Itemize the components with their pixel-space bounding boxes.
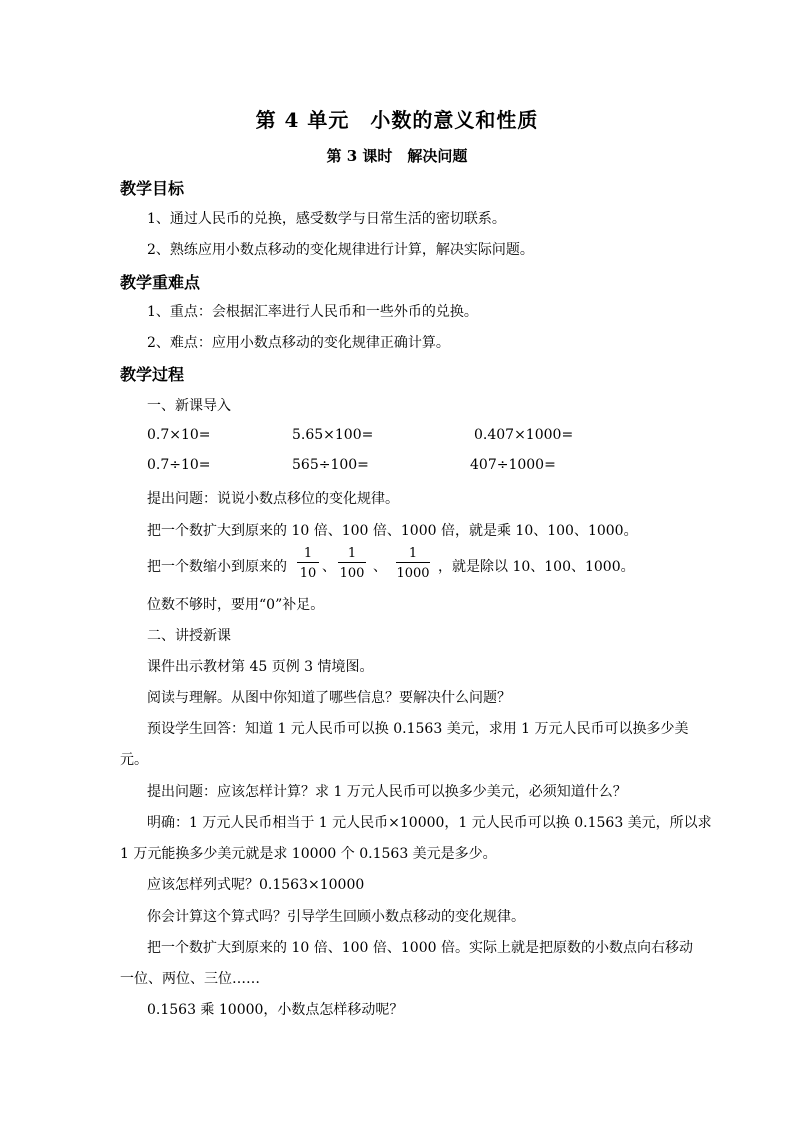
fraction <box>297 546 319 582</box>
process-heading: 教学过程 <box>120 365 185 384</box>
fraction <box>396 546 430 582</box>
fraction-bar <box>338 562 366 563</box>
paragraph: 把一个数扩大到原来的 10 倍、100 倍、1000 倍，就是乘 10、100、1000。 <box>147 523 638 539</box>
calc-expression: 565÷100= <box>292 457 369 473</box>
paragraph: 预设学生回答：知道 1 元人民币可以换 0.1563 美元，求用 1 万元人民币可以换多少美 <box>147 721 689 737</box>
paragraph: 位数不够时，要用“0”补足。 <box>147 597 325 613</box>
keypoint-item: 2、难点：应用小数点移动的变化规律正确计算。 <box>147 335 450 351</box>
section-heading: 二、讲授新课 <box>147 628 231 644</box>
paragraph: 把一个数缩小到原来的 <box>147 559 287 575</box>
paragraph: ，就是除以 10、100、1000。 <box>438 559 635 575</box>
page-title: 第 4 单元 小数的意义和性质 <box>255 108 539 132</box>
calc-expression: 5.65×100= <box>292 427 374 443</box>
fraction-denominator: 1000 <box>396 566 430 581</box>
calc-expression: 0.7÷10= <box>147 457 211 473</box>
paragraph: 明确：1 万元人民币相当于 1 元人民币×10000，1 元人民币可以换 0.1563 美元，所以求 <box>147 815 712 831</box>
goal-item: 1、通过人民币的兑换，感受数学与日常生活的密切联系。 <box>147 211 506 227</box>
fraction-denominator: 100 <box>339 566 365 581</box>
fraction-bar <box>297 562 319 563</box>
fraction-denominator: 10 <box>299 566 317 581</box>
lesson-subtitle: 第 3 课时 解决问题 <box>326 147 468 165</box>
calc-expression: 407÷1000= <box>470 457 556 473</box>
paragraph: 一位、两位、三位…… <box>120 971 260 987</box>
goals-heading: 教学目标 <box>120 179 185 198</box>
fraction-numerator: 1 <box>303 546 313 561</box>
paragraph: 你会计算这个算式吗？引导学生回顾小数点移动的变化规律。 <box>147 909 525 925</box>
fraction <box>338 546 366 582</box>
fraction-numerator: 1 <box>347 546 357 561</box>
paragraph: 提出问题：说说小数点移位的变化规律。 <box>147 491 399 507</box>
keypoint-item: 1、重点：会根据汇率进行人民币和一些外币的兑换。 <box>147 304 478 320</box>
paragraph: 1 万元能换多少美元就是求 10000 个 0.1563 美元是多少。 <box>120 846 497 862</box>
separator: 、 <box>373 559 387 575</box>
paragraph: 元。 <box>120 752 148 768</box>
paragraph: 阅读与理解。从图中你知道了哪些信息？要解决什么问题？ <box>147 690 511 706</box>
paragraph: 应该怎样列式呢？0.1563×10000 <box>147 877 365 893</box>
paragraph: 提出问题：应该怎样计算？求 1 万元人民币可以换多少美元，必须知道什么？ <box>147 784 627 800</box>
paragraph: 把一个数扩大到原来的 10 倍、100 倍、1000 倍。实际上就是把原数的小数点向右移动 <box>147 940 693 956</box>
calc-expression: 0.7×10= <box>147 427 211 443</box>
section-heading: 一、新课导入 <box>147 398 231 414</box>
fraction-bar <box>396 562 430 563</box>
calc-expression: 0.407×1000= <box>474 427 574 443</box>
keypoints-heading: 教学重难点 <box>120 273 201 292</box>
paragraph: 0.1563 乘 10000，小数点怎样移动呢？ <box>147 1002 404 1018</box>
separator: 、 <box>322 559 336 575</box>
goal-item: 2、熟练应用小数点移动的变化规律进行计算，解决实际问题。 <box>147 242 534 258</box>
fraction-numerator: 1 <box>408 546 418 561</box>
paragraph: 课件出示教材第 45 页例 3 情境图。 <box>147 659 374 675</box>
